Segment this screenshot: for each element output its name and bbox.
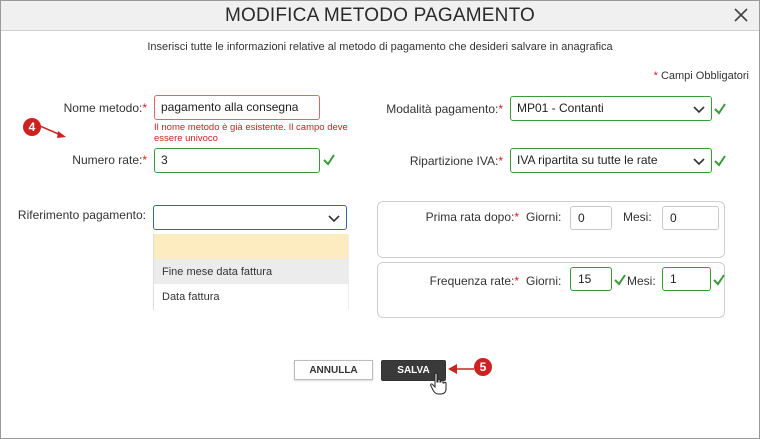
frequenza-rate-mesi-label: Mesi: <box>627 274 656 288</box>
arrow-icon <box>447 362 475 376</box>
riferimento-pagamento-select[interactable] <box>153 205 347 230</box>
modalita-pagamento-select[interactable] <box>510 96 712 121</box>
check-icon <box>322 153 336 167</box>
numero-rate-label: Numero rate:* <box>72 153 147 167</box>
dropdown-option-empty[interactable] <box>154 234 348 259</box>
riferimento-pagamento-dropdown <box>153 234 349 310</box>
prima-rata-giorni-label: Giorni: <box>526 210 562 224</box>
chevron-down-icon <box>693 103 705 115</box>
dialog-title: MODIFICA METODO PAGAMENTO <box>224 5 536 26</box>
dialog-subtitle: Inserisci tutte le informazioni relative al metodo di pagamento che desideri salvare in anagrafica <box>147 41 613 53</box>
dropdown-option-data-fattura[interactable]: Data fattura <box>162 291 220 303</box>
check-icon <box>712 273 726 287</box>
check-icon <box>613 273 627 287</box>
annotation-marker-5: 5 <box>474 358 492 376</box>
save-button[interactable]: SALVA <box>381 360 446 381</box>
nome-metodo-error: Il nome metodo è già esistente. Il campo deve essere univoco <box>154 122 348 144</box>
close-icon <box>731 5 751 25</box>
frequenza-rate-giorni-input[interactable]: 15 <box>570 267 612 291</box>
numero-rate-input[interactable]: 3 <box>154 148 320 173</box>
check-icon <box>713 154 727 168</box>
nome-metodo-label: Nome metodo:* <box>63 101 147 115</box>
prima-rata-label: Prima rata dopo:* <box>425 210 519 224</box>
modalita-pagamento-label: Modalità pagamento:* <box>386 102 503 116</box>
annotation-marker-4: 4 <box>23 118 41 136</box>
chevron-down-icon <box>328 212 340 224</box>
arrow-icon <box>39 123 69 141</box>
prima-rata-mesi-input[interactable]: 0 <box>662 206 719 230</box>
title-bar <box>1 1 759 31</box>
check-icon <box>713 102 727 116</box>
ripartizione-iva-label: Ripartizione IVA:* <box>409 154 503 168</box>
modalita-pagamento-value: MP01 - Contanti <box>517 101 604 115</box>
riferimento-pagamento-label: Riferimento pagamento: <box>17 208 146 222</box>
cancel-button[interactable]: ANNULLA <box>294 360 373 380</box>
frequenza-rate-mesi-input[interactable]: 1 <box>662 267 711 291</box>
ripartizione-iva-value: IVA ripartita su tutte le rate <box>517 153 658 167</box>
nome-metodo-input[interactable]: pagamento alla consegna <box>154 95 320 120</box>
close-button[interactable] <box>731 5 751 25</box>
dropdown-option-fine-mese[interactable]: Fine mese data fattura <box>154 259 348 284</box>
ripartizione-iva-select[interactable] <box>510 148 712 173</box>
prima-rata-mesi-label: Mesi: <box>623 210 652 224</box>
frequenza-rate-giorni-label: Giorni: <box>526 274 562 288</box>
frequenza-rate-label: Frequenza rate:* <box>429 274 519 288</box>
hand-pointer-icon <box>429 372 449 396</box>
chevron-down-icon <box>693 155 705 167</box>
prima-rata-giorni-input[interactable]: 0 <box>570 206 612 230</box>
required-fields-note: * Campi Obbligatori <box>653 70 749 82</box>
